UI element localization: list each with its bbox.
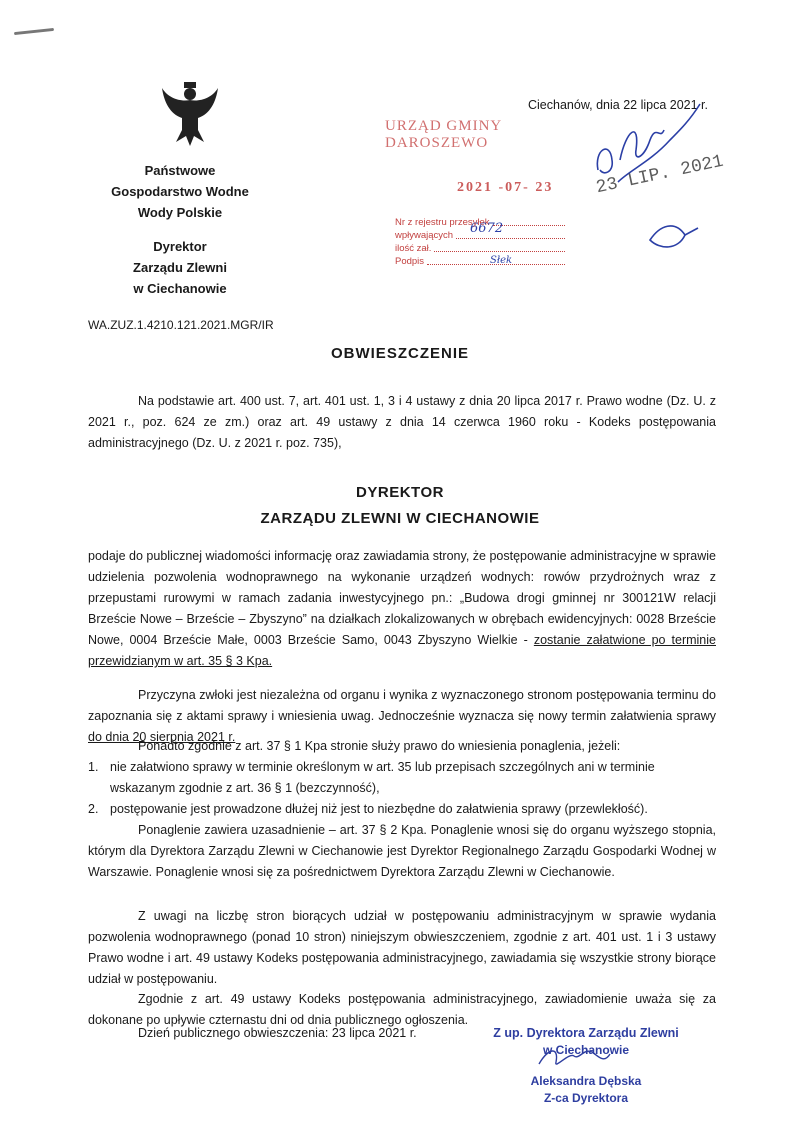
body-paragraph: Z uwagi na liczbę stron biorących udział w postępowaniu administracyjnym w sprawie wydania pozwolenia wodnoprawnego (ponad 10 stron) niniejszym obwieszczeniem, zgodnie z art. 401 ust. 1 i 3 ustawy Prawo wodne i art. 49 ustawy Kodeks postępowania administracyjnego, zawiadamia się wszystkie strony biorące udział w postępowaniu. (88, 909, 716, 986)
signed-date-stamp: 23 LIP. 2021 (594, 151, 726, 199)
issuer-line: w Ciechanowie (133, 281, 227, 296)
issuer-line: Zarządu Zlewni (133, 260, 227, 275)
list-text: nie załatwiono sprawy w terminie określonym w art. 35 lub przepisach szczególnych ani w terminie wskazanym zgodnie z art. 36 § 1 (bezczynność), (110, 760, 655, 795)
body-paragraph: Zgodnie z art. 49 ustawy Kodeks postępowania administracyjnego, zawiadomienie uważa się za dokonane po upływie czternastu dni od dnia publicznego ogłoszenia. (88, 992, 716, 1027)
registry-number-handwritten: 6672 (470, 221, 504, 236)
received-date: 2021 -07- 23 (457, 180, 554, 195)
registry-signature-handwritten: Słek (490, 255, 513, 266)
document-title: OBWIESZCZENIE (330, 345, 469, 362)
list-number: 1. (88, 760, 99, 774)
body-paragraph (88, 546, 716, 672)
paper-clip-mark (14, 28, 54, 35)
authority-heading: DYREKTOR (356, 484, 444, 501)
intro-paragraph: Na podstawie art. 400 ust. 7, art. 401 ust. 1, 3 i 4 ustawy z dnia 20 lipca 2017 r. Prawo wodne (Dz. U. z 2021 r., poz. 624 ze zm.) oraz art. 49 ustawy z dnia 14 czerwca 1960 roku - Kodeks postępowania administracyjnego (Dz. U. z 2021 r. poz. 735), (88, 394, 716, 450)
office-stamp-text: URZĄD GMINY DAROSZEWO (385, 118, 502, 151)
body-text: podaje do publicznej wiadomości informację oraz zawiadamia strony, że postępowanie administracyjne w sprawie udzielenia pozwolenia wodnoprawnego na wykonanie urządzeń wodnych: rowów przydrożnych wraz z przepustami rurowymi w ramach zadania inwestycyjnego pn.: „Budowa drogi gminnej nr 300121W relacji Brzeście Nowe – Brzeście – Zbyszyno” na działkach zlokalizowanych w obrębach ewidencyjnych: 0028 Brzeście Nowe, 0004 Brzeście Małe, 0003 Brzeście Samo, 0043 Zbyszyno Wielkie - (88, 549, 716, 647)
registry-label: Podpis (395, 256, 425, 267)
body-text-underlined: do dnia 20 sierpnia 2021 r. (88, 730, 236, 744)
publication-date: Dzień publicznego obwieszczenia: 23 lipca 2021 r. (138, 1026, 417, 1040)
signature-line: Z up. Dyrektora Zarządu Zlewni (493, 1026, 679, 1040)
place-date: Ciechanów, dnia 22 lipca 2021 r. (528, 98, 708, 112)
issuer-name (80, 236, 280, 299)
authority-heading: ZARZĄDU ZLEWNI W CIECHANOWIE (260, 510, 540, 527)
registry-label: wpływających (395, 230, 454, 241)
list-item (88, 799, 716, 820)
signature-line: w Ciechanowie (542, 1043, 630, 1057)
list-number: 2. (88, 802, 99, 816)
body-paragraph: Ponaglenie zawiera uzasadnienie – art. 37 § 2 Kpa. Ponaglenie wnosi się do organu wyższego stopnia, którym dla Dyrektora Zarządu Zlewni w Ciechanowie jest Dyrektor Regionalnego Zarządu Gospodarki Wodnej w Warszawie. Ponaglenie wnosi się za pośrednictwem Dyrektora Zarządu Zlewni w Ciechanowie. (88, 823, 716, 879)
body-text-underlined: zostanie załatwione po terminie przewidzianym w art. 35 § 3 Kpa. (88, 633, 716, 668)
org-line: Wody Polskie (137, 205, 223, 220)
registry-label: Nr z rejestru przesyłek (395, 217, 490, 228)
org-line: Państwowe (144, 163, 216, 178)
reference-number: WA.ZUZ.1.4210.121.2021.MGR/IR (88, 318, 274, 332)
org-line: Gospodarstwo Wodne (111, 184, 249, 199)
issuer-line: Dyrektor (153, 239, 207, 254)
organization-name (80, 160, 280, 223)
body-text: Przyczyna zwłoki jest niezależna od organu i wynika z wyznaczonego stronom postępowania terminu do zapoznania się z aktami sprawy i wniesienia uwag. Jednocześnie wyznacza się nowy termin załatwienia sprawy (88, 688, 716, 723)
signature-name: Aleksandra Dębska (530, 1074, 642, 1088)
signature-scribble-icon (534, 1042, 614, 1072)
eagle-emblem-icon (160, 80, 220, 150)
body-paragraph: Ponadto zgodnie z art. 37 § 1 Kpa stronie służy prawo do wniesienia ponaglenia, jeżeli: (138, 739, 621, 753)
receipt-stamp (385, 118, 585, 198)
registry-label: ilość zał. (395, 243, 432, 254)
list-text: postępowanie jest prowadzone dłużej niż jest to niezbędne do załatwienia sprawy (przewlekłość). (110, 802, 648, 816)
signature-title: Z-ca Dyrektora (543, 1091, 629, 1105)
list-item (88, 757, 716, 799)
